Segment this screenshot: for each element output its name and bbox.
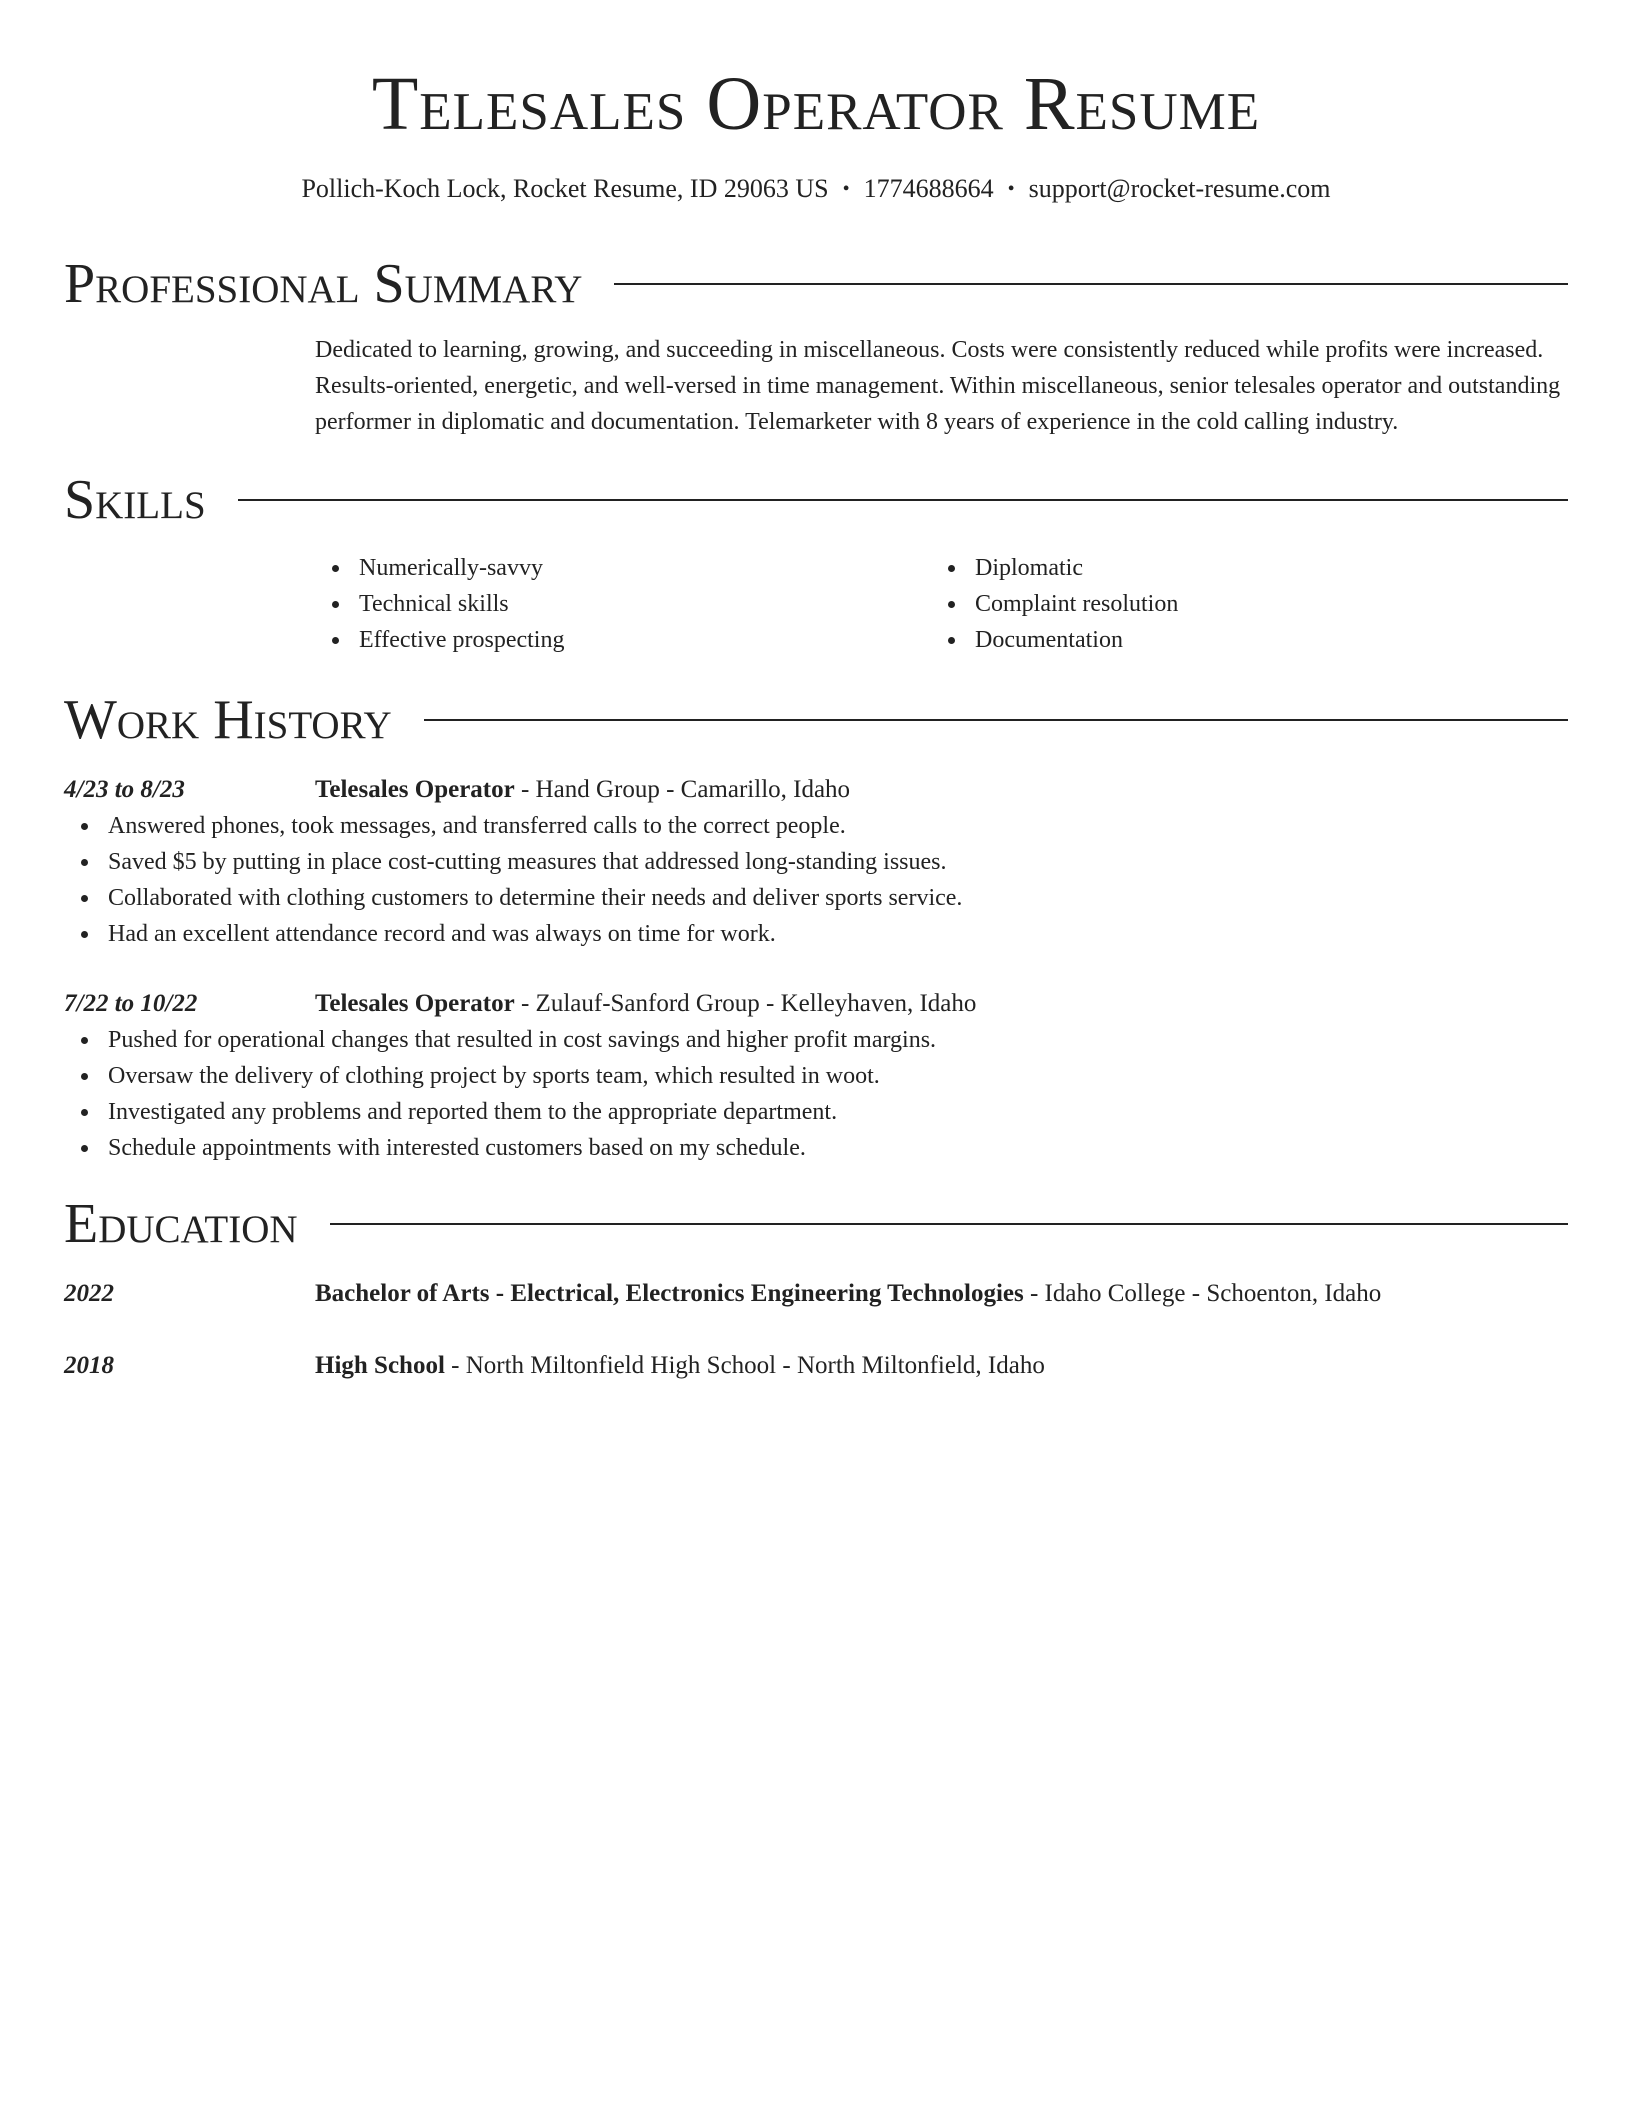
contact-line: [64, 172, 1568, 206]
job-bullet: Oversaw the delivery of clothing project by sports team, which resulted in woot.: [64, 1058, 1568, 1094]
resume-title: Telesales Operator Resume: [371, 62, 1261, 146]
education-headline: [315, 1348, 1045, 1384]
education-year: 2022: [64, 1280, 114, 1307]
skill-item: Effective prospecting: [315, 622, 931, 658]
section-divider: [330, 1223, 1568, 1225]
job-entry: [64, 986, 1568, 1022]
job-dates: 4/23 to 8/23: [64, 776, 185, 803]
skills-column-left: [315, 550, 931, 658]
education-year: 2018: [64, 1352, 114, 1379]
job-bullet: Saved $5 by putting in place cost-cutting measures that addressed long-standing issues.: [64, 844, 1568, 880]
education-degree: Bachelor of Arts - Electrical, Electronics Engineering Technologies: [315, 1280, 1024, 1307]
job-bullet: Answered phones, took messages, and transferred calls to the correct people.: [64, 808, 1568, 844]
skill-item: Complaint resolution: [931, 586, 1568, 622]
skills-list: [315, 550, 1568, 658]
job-bullet: Had an excellent attendance record and was always on time for work.: [64, 916, 1568, 952]
education-headline: [315, 1276, 1381, 1312]
education-details: - Idaho College - Schoenton, Idaho: [1023, 1280, 1382, 1307]
work-heading-text: Work History: [64, 689, 392, 751]
skill-item: Numerically-savvy: [315, 550, 931, 586]
education-heading-text: Education: [64, 1193, 298, 1255]
job-details: - Hand Group - Camarillo, Idaho: [514, 776, 851, 803]
job-dates: 7/22 to 10/22: [64, 990, 198, 1017]
skill-item: Diplomatic: [931, 550, 1568, 586]
job-bullet: Investigated any problems and reported them to the appropriate department.: [64, 1094, 1568, 1130]
section-divider: [238, 499, 1568, 501]
job-title: Telesales Operator: [315, 776, 515, 803]
education-details: - North Miltonfield High School - North Miltonfield, Idaho: [444, 1352, 1045, 1379]
education-entry: [64, 1276, 1568, 1312]
contact-separator: •: [1007, 178, 1015, 200]
section-divider: [614, 283, 1568, 285]
skills-column-right: [931, 550, 1568, 658]
skills-heading-text: Skills: [64, 469, 206, 531]
skill-item: Technical skills: [315, 586, 931, 622]
skill-item: Documentation: [931, 622, 1568, 658]
summary-section-heading: [64, 252, 1568, 316]
work-section-heading: [64, 688, 1568, 752]
contact-separator: •: [842, 178, 850, 200]
job-title: Telesales Operator: [315, 990, 515, 1017]
contact-email: support@rocket-resume.com: [1028, 174, 1331, 203]
job-headline: [315, 986, 976, 1022]
job-details: - Zulauf-Sanford Group - Kelleyhaven, Idaho: [514, 990, 977, 1017]
skills-section-heading: [64, 468, 1568, 532]
education-entry: [64, 1348, 1568, 1384]
job-headline: [315, 772, 850, 808]
contact-address: Pollich-Koch Lock, Rocket Resume, ID 29063 US: [301, 174, 829, 203]
education-section-heading: [64, 1192, 1568, 1256]
job-bullet: Schedule appointments with interested customers based on my schedule.: [64, 1130, 1568, 1166]
job-bullet: Collaborated with clothing customers to determine their needs and deliver sports service.: [64, 880, 1568, 916]
section-divider: [424, 719, 1568, 721]
job-bullets: [64, 808, 1568, 952]
job-bullet: Pushed for operational changes that resulted in cost savings and higher profit margins.: [64, 1022, 1568, 1058]
job-entry: [64, 772, 1568, 808]
summary-heading-text: Professional Summary: [64, 253, 583, 315]
contact-phone: 1774688664: [863, 174, 994, 203]
resume-page: [64, 0, 1568, 1384]
job-bullets: [64, 1022, 1568, 1166]
summary-paragraph: Dedicated to learning, growing, and succeeding in miscellaneous. Costs were consistently reduced while profits were increased. Results-oriented, energetic, and well-versed in time management. Within miscellaneous, senior telesales operator and outstanding performer in diplomatic and documentation. Telemarketer with 8 years of experience in the cold calling industry.: [315, 337, 1561, 435]
education-degree: High School: [315, 1352, 445, 1379]
